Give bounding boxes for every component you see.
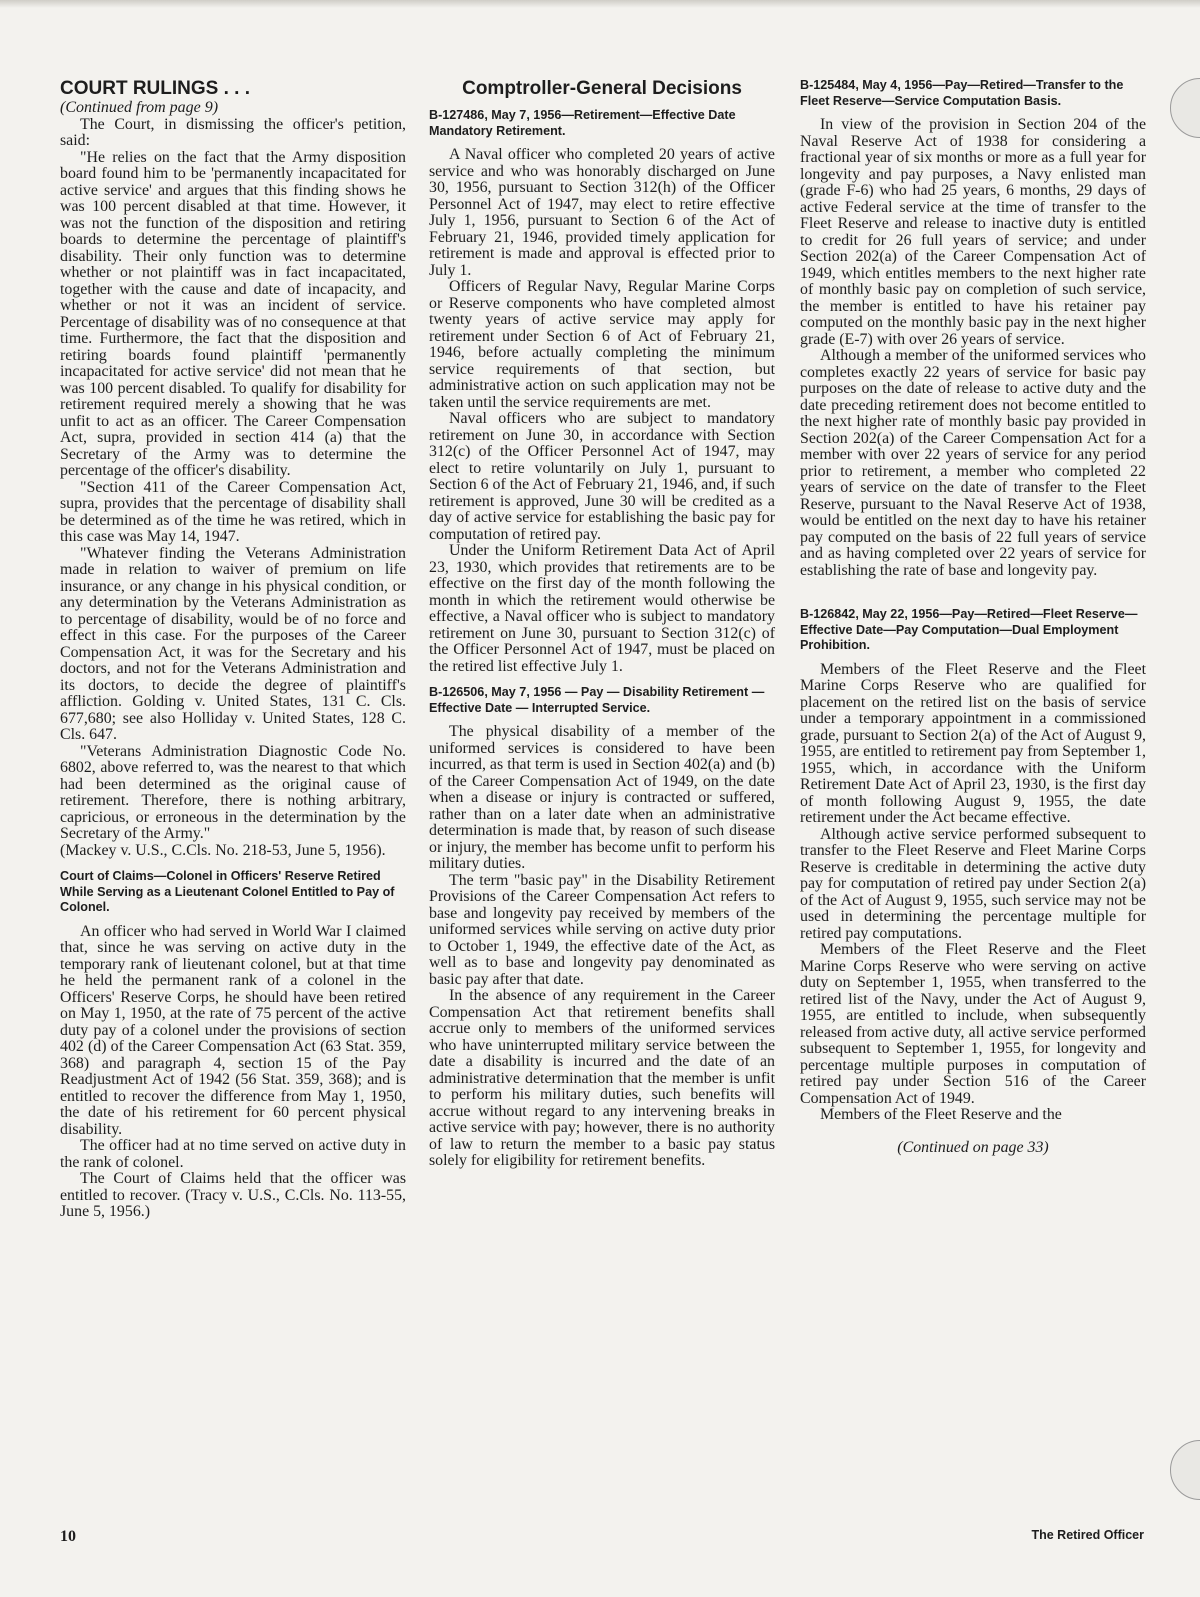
paragraph: The officer had at no time served on active duty in the rank of colonel.: [60, 1137, 406, 1171]
punch-hole-top: [1170, 78, 1200, 138]
continued-from-note: (Continued from page 9): [60, 99, 219, 116]
column-left: [60, 78, 406, 1221]
paragraph: Although a member of the uniformed services who completes exactly 22 years of service for basic pay purposes on the date of release to active duty and the date preceding retirement does not become entitled to the next higher rate of monthly basic pay provided in Section 202(a) of the Career Compensation Act for a member with over 22 years of service for any period prior to retirement, a member who completed 22 years of service on the date of transfer to the Fleet Reserve, pursuant to the Naval Reserve Act of 1938, would be entitled on the next day to have his retainer pay computed on the basis of 22 full years of service and as having completed over 22 years of service for establishing the rate of base and longevity pay.: [800, 347, 1146, 579]
page-number: 10: [60, 1528, 76, 1545]
column-right: [800, 78, 1146, 1156]
continued-on-note: (Continued on page 33): [897, 1138, 1049, 1156]
comptroller-title: Comptroller-General Decisions: [462, 78, 742, 99]
paragraph: The term "basic pay" in the Disability Retirement Provisions of the Career Compensation Act refers to base and longevity pay received by members of the uniformed services while serving on active duty prior to October 1, 1949, the effective date of the Act, as well as to base and longevity pay denominated as basic pay after that date.: [429, 871, 775, 988]
spacer: [800, 579, 1146, 597]
paragraph: The physical disability of a member of the uniformed services is considered to have been incurred, as that term is used in Section 402(a) and (b) of the Career Compensation Act of 1949, on the date when a disease or injury is contracted or suffered, rather than on a later date when an administrative determination is made that, by reason of such disease or injury, the member has become unfit to perform his military duties.: [429, 723, 775, 872]
paragraph: Members of the Fleet Reserve and the: [820, 1106, 1062, 1123]
paragraph: "Veterans Administration Diagnostic Code No. 6802, above referred to, was the nearest to that which had been determined as the original cause of retirement. Therefore, there is nothing arbitrary, capricious, or erroneous in the determination by the Secretary of the Army.": [60, 742, 406, 842]
paragraph: "Whatever finding the Veterans Administration made in relation to waiver of premium on life insurance, or any change in his physical condition, or any determination by the Veterans Administration as to percentage of disability, would be of no force and effect in this case. For the purposes of the Career Compensation Act, it was for the Secretary and his doctors, and not for the Veterans Administration and its doctors, to decide the degree of plaintiff's affliction. Golding v. United States, 131 C. Cls. 677,680; see also Holliday v. United States, 128 C. Cls. 647.: [60, 544, 406, 743]
case-citation: (Mackey v. U.S., C.Cls. No. 218-53, June 5, 1956).: [60, 841, 386, 859]
paragraph: In the absence of any requirement in the Career Compensation Act that retirement benefits shall accrue only to members of the uniformed services who have uninterrupted military service between the date a disability is incurred and the date of an administrative determination that the member is unfit to perform his military duties, such benefits will accrue without regard to any intervening breaks in active service with pay; however, there is no authority of law to return the member to a basic pay status solely for eligibility for retirement benefits.: [429, 987, 775, 1169]
paragraph: Officers of Regular Navy, Regular Marine Corps or Reserve components who have completed almost twenty years of active service may apply for retirement under Section 6 of Act of February 21, 1946, before actually completing the minimum service requirements of that section, but administrative action on such application may not be taken until the service requirements are met.: [429, 278, 775, 411]
court-rulings-title: COURT RULINGS . . .: [60, 78, 250, 99]
paragraph: Under the Uniform Retirement Data Act of April 23, 1930, which provides that retirements are to be effective on the first day of the month following the month in which the retirement would otherwise be effective, a Naval officer who is subject to mandatory retirement on June 30, pursuant to Section 312(c) of the Officer Personnel Act of 1947, must be placed on the retired list effective July 1.: [429, 542, 775, 675]
paragraph: The Court of Claims held that the officer was entitled to recover. (Tracy v. U.S., C.Cls. No. 113-55, June 5, 1956.): [60, 1170, 406, 1220]
paragraph: Members of the Fleet Reserve and the Fleet Marine Corps Reserve who were serving on active duty on September 1, 1955, when transferred to the retired list of the Navy, under the Act of August 9, 1955, are entitled to include, when subsequently released from active duty, all active service performed subsequent to September 1, 1955, for longevity and percentage multiple purposes in computation of retired pay under Section 516 of the Career Compensation Act of 1949.: [800, 941, 1146, 1107]
paragraph: In view of the provision in Section 204 of the Naval Reserve Act of 1938 for considering a fractional year of six months or more as a full year for longevity and pay purposes, a Navy enlisted man (grade F-6) who had 25 years, 6 months, 29 days of active Federal service at the time of transfer to the Fleet Reserve and release to inactive duty is entitled to credit for 26 full years of service; and under Section 202(a) of the Career Compensation Act of 1949, which entitles members to the next higher rate of monthly basic pay on completion of such service, the member is entitled to have his retainer pay computed on the monthly basic pay in the next higher grade (E-7) with over 26 years of service.: [800, 116, 1146, 348]
paragraph: Members of the Fleet Reserve and the Fleet Marine Corps Reserve who are qualified for placement on the retired list on the basis of service under a temporary appointment in a commissioned grade, pursuant to Section 2(a) of the Act of August 9, 1955, are entitled to retirement pay from September 1, 1955, which, in accordance with the Uniform Retirement Date Act of April 23, 1930, is the first day of month following August 9, 1955, the date retirement under the Act became effective.: [800, 660, 1146, 826]
decision-heading: B-126842, May 22, 1956—Pay—Retired—Fleet Reserve—Effective Date—Pay Computation—Dual Employment Prohibition.: [800, 607, 1138, 652]
decision-heading: B-127486, May 7, 1956—Retirement—Effective Date Mandatory Retirement.: [429, 108, 736, 138]
paragraph: "Section 411 of the Career Compensation Act, supra, provides that the percentage of disability shall be determined as of the time he was retired, which in this case was May 14, 1947.: [60, 478, 406, 545]
page-top-edge: [0, 0, 1200, 8]
paragraph: The Court, in dismissing the officer's petition, said:: [60, 115, 406, 149]
paragraph: "He relies on the fact that the Army disposition board found him to be 'permanently incapacitated for active service' and argues that this finding shows he was 100 percent disabled at that time. However, it was not the function of the disposition and retiring boards to determine the percentage of plaintiff's disability. Their only function was to determine whether or not plaintiff was in fact incapacitated, together with the cause and date of incapacity, and whether or not it was an incident of service. Percentage of disability was of no consequence at that time. Furthermore, the fact that the disposition and retiring boards found plaintiff 'permanently incapacitated for active service' did not mean that he was 100 percent disabled. To qualify for disability for retirement required merely a showing that he was unfit to act as an officer. The Career Compensation Act, supra, provided in section 414 (a) that the Secretary of the Army was to determine the percentage of the officer's disability.: [60, 148, 406, 479]
column-middle: [429, 78, 775, 1170]
paragraph: Although active service performed subsequent to transfer to the Fleet Reserve and Fleet Marine Corps Reserve is creditable in determining the active duty pay for computation of retired pay under Section 2(a) of the Act of August 9, 1955, such service may not be used in determining the percentage multiple for retired pay computations.: [800, 825, 1146, 942]
section-heading: Court of Claims—Colonel in Officers' Reserve Retired While Serving as a Lieutenant Colonel Entitled to Pay of Colonel.: [60, 869, 395, 914]
publication-name: The Retired Officer: [1031, 1528, 1144, 1542]
paragraph: Naval officers who are subject to mandatory retirement on June 30, in accordance with Section 312(c) of the Officer Personnel Act of 1947, may elect to retire voluntarily on July 1, pursuant to Section 6 of the Act of February 21, 1946, and, if such retirement is approved, June 30 will be credited as a day of active service for establishing the basic pay for computation of retired pay.: [429, 410, 775, 543]
paragraph: An officer who had served in World War I claimed that, since he was serving on active duty in the temporary rank of lieutenant colonel, but at that time he held the permanent rank of a colonel in the Officers' Reserve Corps, he should have been retired on May 1, 1950, at the rate of 75 percent of the active duty pay of a colonel under the provisions of section 402 (d) of the Career Compensation Act (63 Stat. 359, 368) and paragraph 4, section 15 of the Pay Readjustment Act of 1942 (56 Stat. 359, 368); and is entitled to recover the difference from May 1, 1950, the date of his retirement for 60 percent physical disability.: [60, 922, 406, 1138]
paragraph: A Naval officer who completed 20 years of active service and who was honorably discharged on June 30, 1956, pursuant to Section 312(h) of the Officer Personnel Act of 1947, may elect to retire effective July 1, 1956, pursuant to Section 6 of the Act of February 21, 1946, provided timely application for retirement is made and approval is effected prior to July 1.: [429, 146, 775, 279]
decision-heading: B-126506, May 7, 1956 — Pay — Disability Retirement — Effective Date — Interrupted Service.: [429, 685, 765, 715]
punch-hole-bottom: [1170, 1440, 1200, 1500]
decision-heading: B-125484, May 4, 1956—Pay—Retired—Transfer to the Fleet Reserve—Service Computation Basis.: [800, 78, 1124, 108]
